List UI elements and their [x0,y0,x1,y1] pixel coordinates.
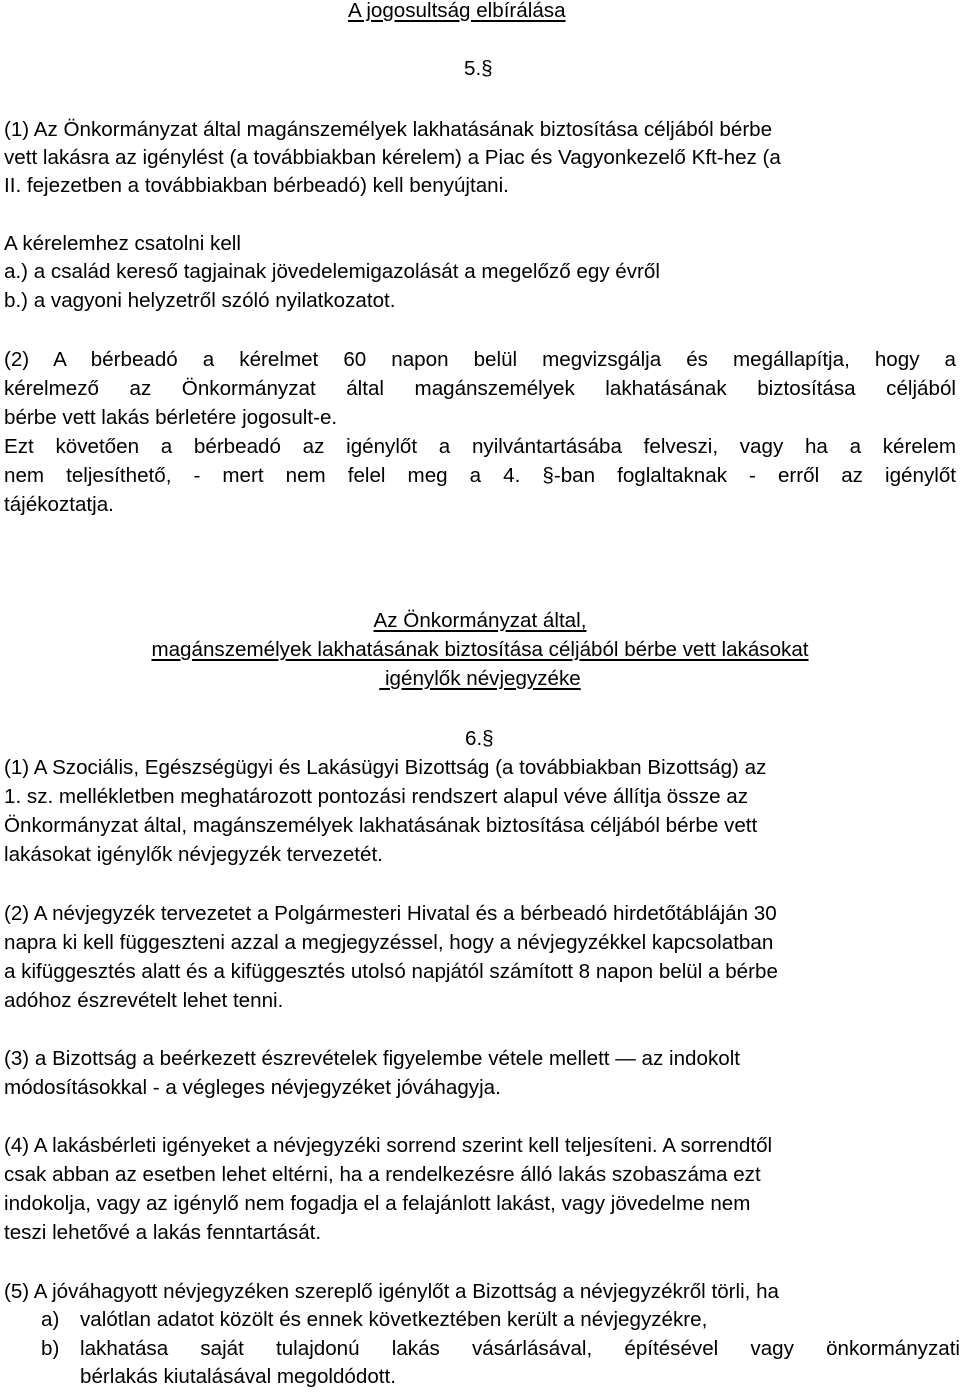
text-line: Önkormányzat által, magánszemélyek lakhatásának biztosítása céljából bérbe vett [4,814,758,837]
heading-line: magánszemélyek lakhatásának biztosítása céljából bérbe vett lakásokat [151,638,809,661]
text-line: adóhoz észrevételt lehet tenni. [4,989,284,1012]
text-line: 1. sz. mellékletben meghatározott pontozási rendszert alapul véve állítja össze az [4,785,749,808]
text-line: a kifüggesztés alatt és a kifüggesztés utolsó napjától számított 8 napon belül a bérbe [4,960,778,983]
text-line: nem teljesíthető, - mert nem felel meg a 4. §-ban foglaltaknak - erről az igénylőt [4,464,956,487]
text-line: II. fejezetben a továbbiakban bérbeadó) kell benyújtani. [4,174,509,197]
text-line: (2) A névjegyzék tervezetet a Polgármesteri Hivatal és a bérbeadó hirdetőtábláján 30 [4,902,777,925]
list-marker: b) [41,1337,60,1360]
text-line: A kérelemhez csatolni kell [4,232,241,255]
text-line: a.) a család kereső tagjainak jövedelemigazolását a megelőző egy évről [4,260,660,283]
text-line: (5) A jóváhagyott névjegyzéken szereplő igénylőt a Bizottság a névjegyzékről törli, ha [4,1280,779,1303]
section-6-number: 6.§ [465,727,494,750]
section-5-number: 5.§ [464,57,493,80]
text-line: csak abban az esetben lehet eltérni, ha a rendelkezésre álló lakás szobaszáma ezt [4,1163,761,1186]
text-line: lakásokat igénylők névjegyzék tervezetét. [4,843,383,866]
text-line: napra ki kell függeszteni azzal a megjegyzéssel, hogy a névjegyzékkel kapcsolatban [4,931,774,954]
page-title: A jogosultság elbírálása [348,0,566,22]
heading-line: Az Önkormányzat által, [373,609,587,632]
text-line: kérelmező az Önkormányzat által magánszemélyek lakhatásának biztosítása céljából [4,377,956,400]
text-line: (1) A Szociális, Egészségügyi és Lakásügyi Bizottság (a továbbiakban Bizottság) az [4,756,767,779]
text-line: teszi lehetővé a lakás fenntartását. [4,1221,322,1244]
list-item-text: valótlan adatot közölt és ennek következtében került a névjegyzékre, [80,1308,708,1331]
text-line: (2) A bérbeadó a kérelmet 60 napon belül megvizsgálja és megállapítja, hogy a [4,348,956,371]
text-line: módosításokkal - a végleges névjegyzéket jóváhagyja. [4,1076,501,1099]
text-line: (4) A lakásbérleti igényeket a névjegyzéki sorrend szerint kell teljesíteni. A sorrendtől [4,1134,773,1157]
list-item-text: bérlakás kiutalásával megoldódott. [80,1365,396,1388]
text-line: indokolja, vagy az igénylő nem fogadja el a felajánlott lakást, vagy jövedelme nem [4,1192,751,1215]
text-line: bérbe vett lakás bérletére jogosult-e. [4,406,338,429]
text-line: (3) a Bizottság a beérkezett észrevételek figyelembe vétele mellett — az indokolt [4,1047,741,1070]
text-line: vett lakásra az igénylést (a továbbiakban kérelem) a Piac és Vagyonkezelő Kft-hez (a [4,146,781,169]
text-line: Ezt követően a bérbeadó az igénylőt a nyilvántartásába felveszi, vagy ha a kérelem [4,435,956,458]
text-line: (1) Az Önkormányzat által magánszemélyek lakhatásának biztosítása céljából bérbe [4,118,773,141]
text-line: b.) a vagyoni helyzetről szóló nyilatkozatot. [4,289,396,312]
text-line: tájékoztatja. [4,493,114,516]
list-item-text: lakhatása saját tulajdonú lakás vásárlásával, építésével vagy önkormányzati [80,1337,960,1360]
heading-line: igénylők névjegyzéke [379,667,581,690]
list-marker: a) [41,1308,60,1331]
